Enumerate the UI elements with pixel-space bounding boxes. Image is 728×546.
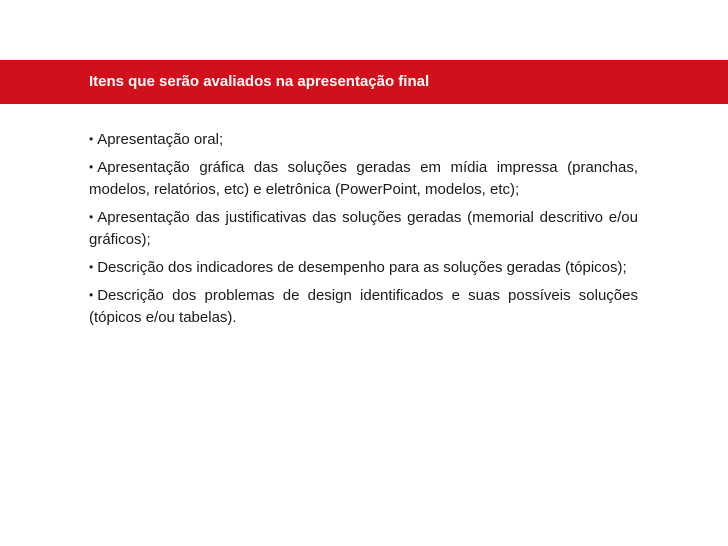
bullet-list	[89, 129, 638, 335]
bullet-marker-icon: •	[89, 260, 94, 274]
bullet-item-grafica	[89, 157, 638, 201]
bullet-text: Apresentação gráfica das soluções geradas em mídia impressa (pranchas, modelos, relatórios, etc) e eletrônica (PowerPoint, modelos, etc);	[89, 159, 638, 198]
slide-title: Itens que serão avaliados na apresentação final	[89, 73, 430, 90]
bullet-text: Descrição dos indicadores de desempenho para as soluções geradas (tópicos);	[97, 259, 627, 276]
bullet-item-indicadores	[89, 257, 638, 279]
bullet-text: Descrição dos problemas de design identificados e suas possíveis soluções (tópicos e/ou tabelas).	[89, 287, 638, 326]
bullet-marker-icon: •	[89, 210, 94, 224]
bullet-marker-icon: •	[89, 132, 94, 146]
bullet-item-oral	[89, 129, 638, 151]
bullet-marker-icon: •	[89, 288, 94, 302]
bullet-marker-icon: •	[89, 160, 94, 174]
bullet-text: Apresentação das justificativas das soluções geradas (memorial descritivo e/ou gráficos);	[89, 209, 638, 248]
bullet-item-problemas	[89, 285, 638, 329]
title-band	[0, 60, 728, 104]
bullet-item-justificativas	[89, 207, 638, 251]
bullet-text: Apresentação oral;	[97, 131, 224, 148]
